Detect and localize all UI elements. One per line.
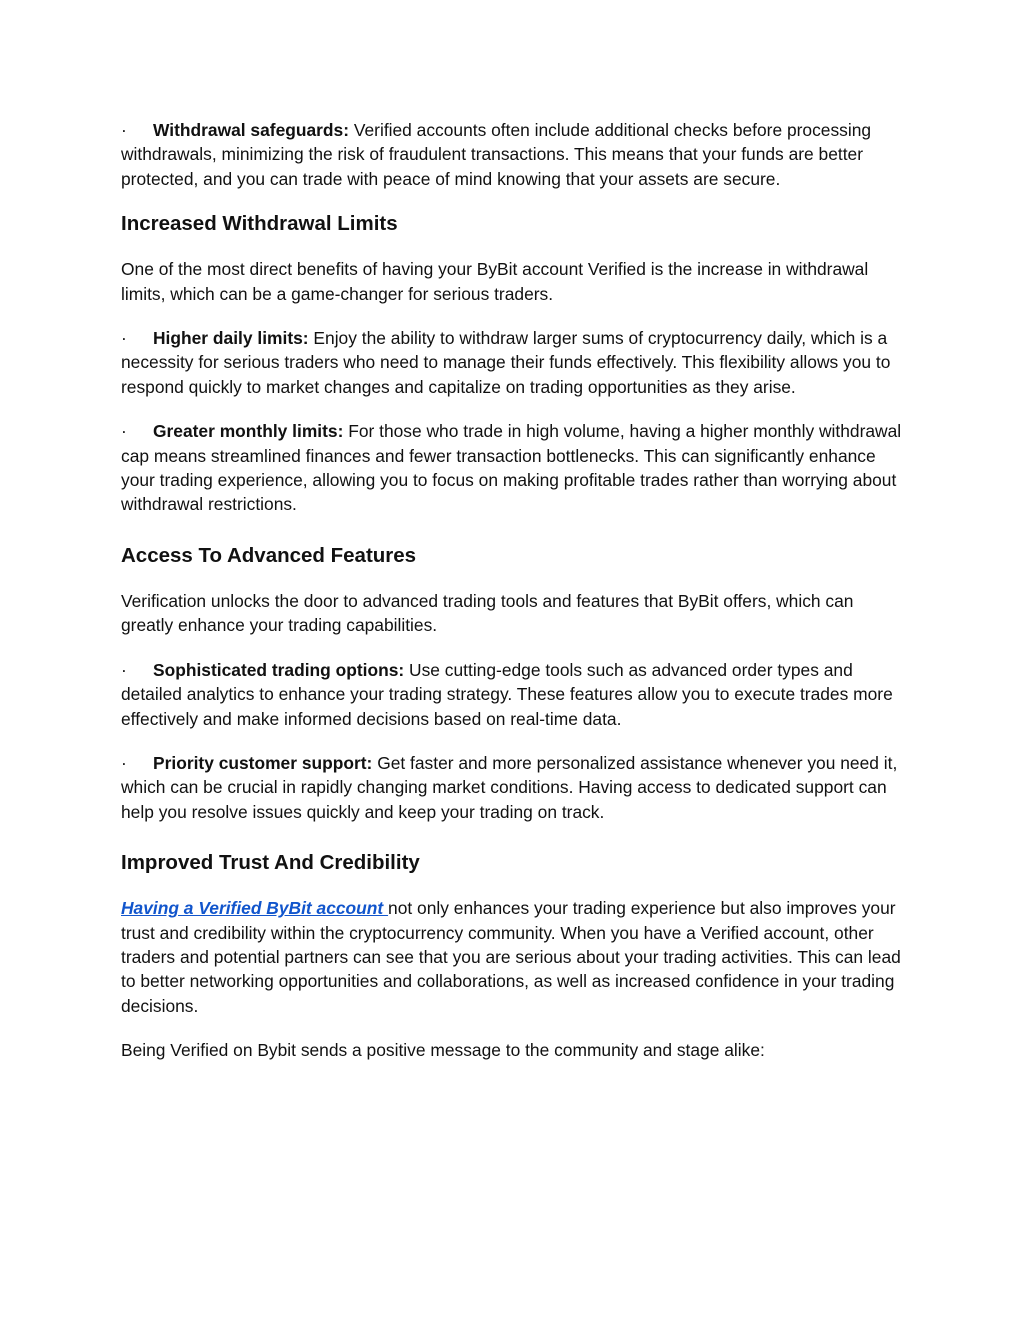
bullet-priority-customer-support — [121, 751, 907, 824]
bullet-text: Get faster and more personalized assistance whenever you need it, which can be crucial in rapidly changing market conditions. Having access to dedicated support can help you resolve issues quickly and keep your trading on track. — [121, 752, 898, 822]
bullet-label: Sophisticated trading options: — [153, 659, 405, 680]
heading-access-advanced-features: Access To Advanced Features — [121, 543, 417, 567]
bullet-text: Enjoy the ability to withdraw larger sums of cryptocurrency daily, which is a necessity for serious traders who need to manage their funds effectively. This flexibility allows you to respond quickly to market changes and capitalize on trading opportunities as they arise. — [121, 328, 891, 397]
bullet-greater-monthly-limits — [121, 419, 907, 517]
bullet-text: Verified accounts often include additional checks before processing withdrawals, minimizing the risk of fraudulent transactions. This means that your funds are better protected, and you can trade with peace of mind knowing that your assets are secure. — [121, 120, 872, 189]
bullet-sophisticated-trading-options — [121, 658, 907, 731]
bullet-higher-daily-limits — [121, 326, 907, 399]
bullet-label: Higher daily limits: — [153, 328, 309, 349]
paragraph-trust-text: not only enhances your trading experience but also improves your trust and credibility within the cryptocurrency community. When you have a Verified account, other traders and potential partners can see that you are serious about your trading activities. This can lead to better networking opportunities and collaborations, as well as increased confidence in your trading decisions. — [121, 898, 901, 1016]
bullet-label: Withdrawal safeguards: — [153, 120, 350, 140]
bullet-dot: · — [121, 752, 127, 773]
heading-improved-trust-credibility: Improved Trust And Credibility — [121, 851, 420, 875]
paragraph-closing: Being Verified on Bybit sends a positive message to the community and stage alike: — [121, 1040, 765, 1061]
bullet-dot: · — [121, 659, 127, 680]
heading-increased-withdrawal-limits: Increased Withdrawal Limits — [121, 212, 398, 236]
bullet-dot: · — [121, 421, 127, 442]
verified-bybit-account-link[interactable]: Having a Verified ByBit account — [121, 898, 389, 919]
bullet-text: For those who trade in high volume, having a higher monthly withdrawal cap means streamlined finances and fewer transaction bottlenecks. This can significantly enhance your trading experience, allowing you to focus on making profitable trades rather than worrying about withdrawal restrictions. — [121, 421, 902, 515]
bullet-withdrawal-safeguards — [121, 118, 907, 191]
paragraph-advanced-features-intro: Verification unlocks the door to advanced trading tools and features that ByBit offers, which can greatly enhance your trading capabilities. — [121, 590, 854, 636]
document-page — [121, 118, 907, 1063]
bullet-dot: · — [121, 120, 127, 140]
paragraph-trust — [121, 896, 907, 1018]
bullet-text: Use cutting-edge tools such as advanced order types and detailed analytics to enhance your trading strategy. These features allow you to execute trades more effectively and make informed decisions based on real-time data. — [121, 659, 893, 729]
bullet-label: Priority customer support: — [153, 752, 373, 773]
bullet-label: Greater monthly limits: — [153, 421, 344, 442]
paragraph-increased-limits-intro: One of the most direct benefits of having your ByBit account Verified is the increase in withdrawal limits, which can be a game-changer for serious traders. — [121, 259, 869, 304]
bullet-dot: · — [121, 328, 127, 349]
